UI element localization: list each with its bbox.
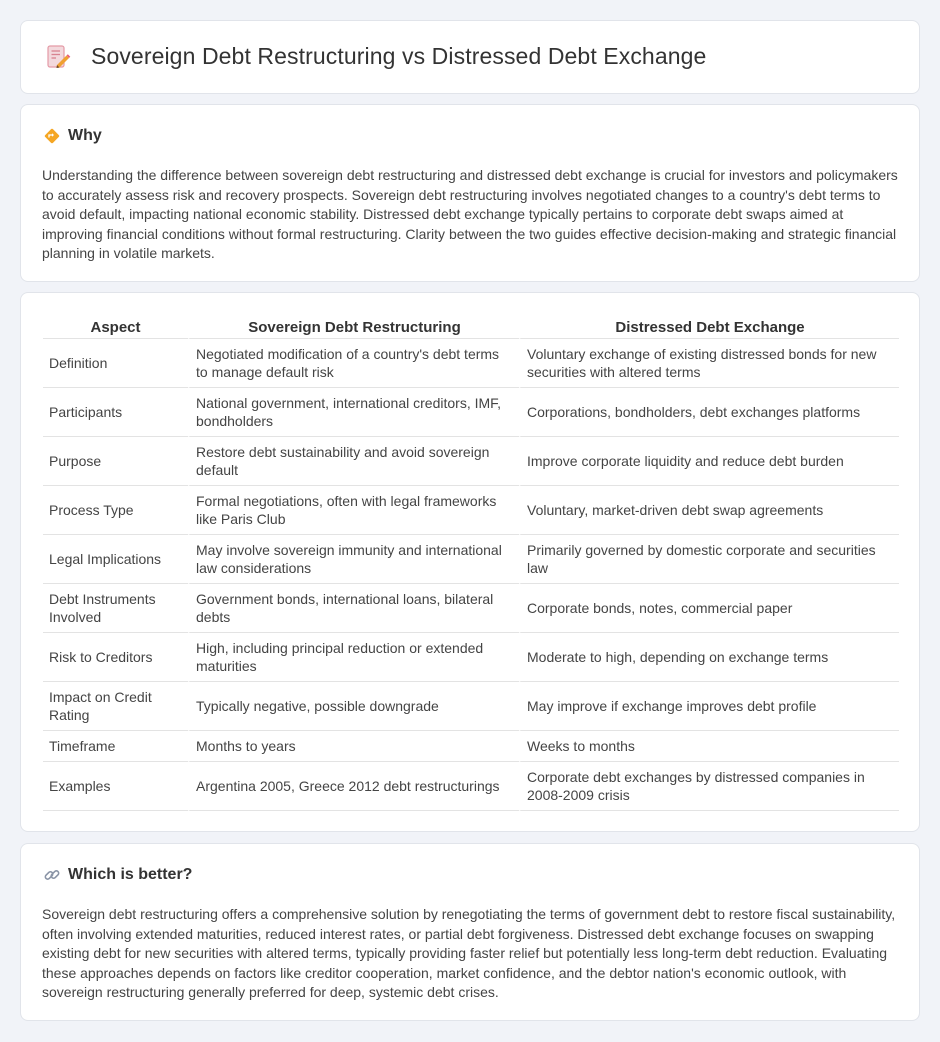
distressed-cell: Corporate debt exchanges by distressed companies in 2008-2009 crisis bbox=[519, 762, 899, 811]
why-text: Understanding the difference between sovereign debt restructuring and distressed debt exchange is crucial for investors and policymakers to accurately assess risk and recovery prospects. Sovereign debt restructuring involves negotiated changes to a country's debt terms to avoid default, impacting national economic stability. Distressed debt exchange typically pertains to corporate debt swaps aimed at improving financial conditions without formal restructuring. Clarity between the two guides effective decision-making and strategic financial planning in volatile markets. bbox=[42, 167, 898, 262]
aspect-cell: Legal Implications bbox=[43, 535, 188, 584]
distressed-cell: Voluntary exchange of existing distressed bonds for new securities with altered terms bbox=[519, 339, 899, 388]
table-row bbox=[43, 535, 899, 584]
table-row bbox=[43, 584, 899, 633]
better-heading-row bbox=[43, 866, 192, 884]
distressed-cell: Voluntary, market-driven debt swap agreements bbox=[519, 486, 899, 535]
better-heading: Which is better? bbox=[68, 866, 193, 883]
aspect-cell: Examples bbox=[43, 762, 188, 811]
better-text: Sovereign debt restructuring offers a comprehensive solution by renegotiating the terms of government debt to restore fiscal sustainability, often involving extended maturities, reduced interest rates, or partial debt forgiveness. Distressed debt exchange focuses on swapping existing debt for new securities with altered terms, typically providing faster relief but potentially less long-term debt reduction. Evaluating these approaches depends on factors like creditor cooperation, market confidence, and the debtor nation's economic outlook, with sovereign restructuring generally preferred for deep, systemic debt crises. bbox=[42, 906, 896, 1001]
distressed-cell: Moderate to high, depending on exchange terms bbox=[519, 633, 899, 682]
header-row bbox=[45, 43, 706, 70]
aspect-cell: Purpose bbox=[43, 437, 188, 486]
column-header-distressed: Distressed Debt Exchange bbox=[519, 317, 899, 339]
sovereign-cell: Months to years bbox=[188, 731, 519, 762]
aspect-cell: Process Type bbox=[43, 486, 188, 535]
why-section bbox=[20, 104, 920, 282]
header-card bbox=[20, 20, 920, 94]
distressed-cell: Primarily governed by domestic corporate and securities law bbox=[519, 535, 899, 584]
table-row bbox=[43, 762, 899, 811]
page-title: Sovereign Debt Restructuring vs Distressed Debt Exchange bbox=[91, 43, 707, 69]
why-heading-row bbox=[43, 127, 102, 145]
table-row bbox=[43, 731, 899, 762]
link-icon bbox=[43, 866, 61, 884]
aspect-cell: Risk to Creditors bbox=[43, 633, 188, 682]
document-edit-icon bbox=[45, 44, 71, 70]
sovereign-cell: Negotiated modification of a country's debt terms to manage default risk bbox=[188, 339, 519, 388]
distressed-cell: Improve corporate liquidity and reduce debt burden bbox=[519, 437, 899, 486]
aspect-cell: Definition bbox=[43, 339, 188, 388]
sovereign-cell: Argentina 2005, Greece 2012 debt restructurings bbox=[188, 762, 519, 811]
column-header-sovereign: Sovereign Debt Restructuring bbox=[188, 317, 519, 339]
sovereign-cell: National government, international creditors, IMF, bondholders bbox=[188, 388, 519, 437]
sovereign-cell: Typically negative, possible downgrade bbox=[188, 682, 519, 731]
table-row bbox=[43, 486, 899, 535]
distressed-cell: Corporate bonds, notes, commercial paper bbox=[519, 584, 899, 633]
table-row bbox=[43, 682, 899, 731]
column-header-aspect: Aspect bbox=[43, 317, 188, 339]
aspect-cell: Impact on Credit Rating bbox=[43, 682, 188, 731]
why-heading: Why bbox=[68, 127, 102, 144]
sovereign-cell: Government bonds, international loans, bilateral debts bbox=[188, 584, 519, 633]
table-row bbox=[43, 388, 899, 437]
comparison-table bbox=[43, 317, 899, 811]
table-header-row bbox=[43, 317, 899, 339]
table-row bbox=[43, 633, 899, 682]
sovereign-cell: High, including principal reduction or extended maturities bbox=[188, 633, 519, 682]
sovereign-cell: Formal negotiations, often with legal frameworks like Paris Club bbox=[188, 486, 519, 535]
distressed-cell: Corporations, bondholders, debt exchanges platforms bbox=[519, 388, 899, 437]
which-is-better-section bbox=[20, 843, 920, 1021]
aspect-cell: Participants bbox=[43, 388, 188, 437]
sovereign-cell: May involve sovereign immunity and international law considerations bbox=[188, 535, 519, 584]
distressed-cell: Weeks to months bbox=[519, 731, 899, 762]
aspect-cell: Timeframe bbox=[43, 731, 188, 762]
diamond-direction-icon bbox=[43, 127, 61, 145]
sovereign-cell: Restore debt sustainability and avoid sovereign default bbox=[188, 437, 519, 486]
table-row bbox=[43, 437, 899, 486]
distressed-cell: May improve if exchange improves debt profile bbox=[519, 682, 899, 731]
comparison-section bbox=[20, 292, 920, 832]
table-row bbox=[43, 339, 899, 388]
aspect-cell: Debt Instruments Involved bbox=[43, 584, 188, 633]
